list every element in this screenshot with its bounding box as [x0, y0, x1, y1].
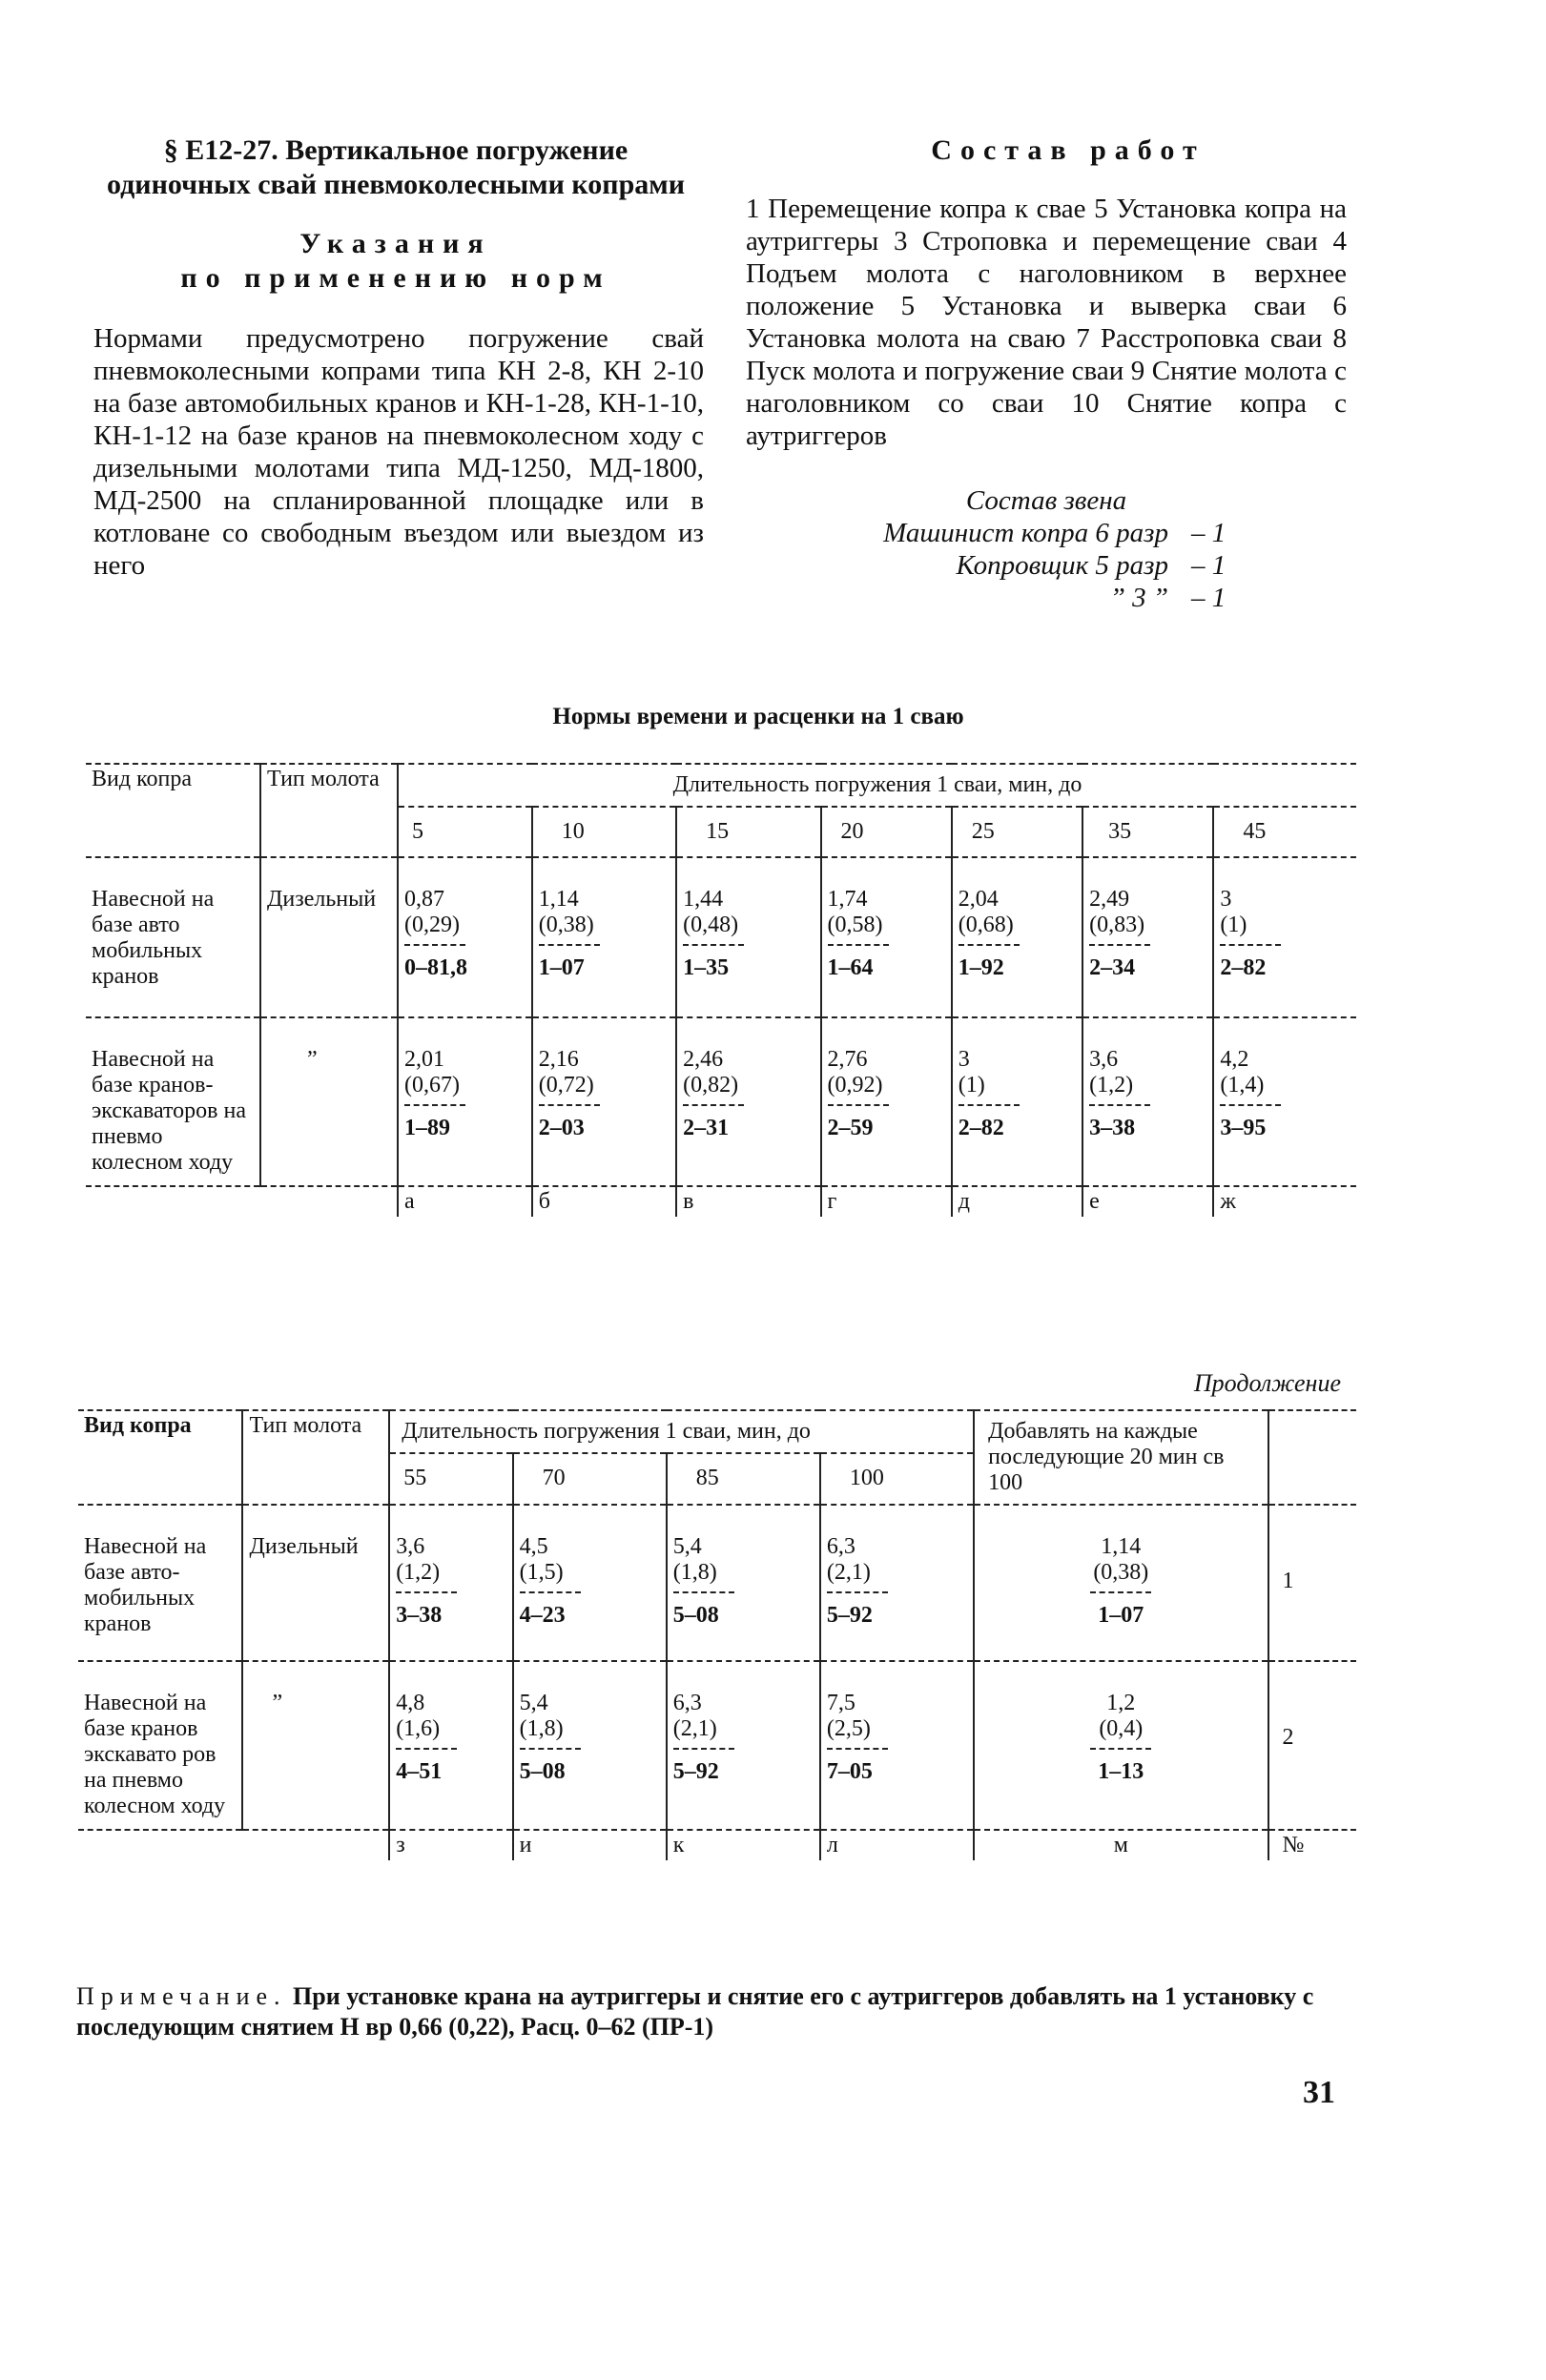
column-letter: в — [676, 1186, 820, 1217]
crew-count: – 1 — [1191, 518, 1226, 548]
dash-divider — [520, 1591, 581, 1593]
col-header-type: Вид копра — [78, 1410, 242, 1505]
value-cell — [398, 1017, 532, 1186]
crew-role: Копровщик 5 разр — [956, 550, 1168, 581]
machine-value: (0,83) — [1089, 913, 1145, 937]
rate-value: 5–92 — [826, 1603, 873, 1628]
duration-header: 15 — [676, 807, 820, 857]
row-type: Навесной на базе авто-мобильных кранов — [84, 1534, 207, 1636]
column-letter: к — [667, 1830, 820, 1860]
duration-header: 45 — [1213, 807, 1356, 857]
row-type: Навесной на базе кранов-экскаваторов на пневмо колесном ходу — [92, 1047, 247, 1175]
dash-divider — [1090, 1748, 1151, 1750]
col-header-hammer: Тип молота — [242, 1410, 389, 1505]
column-letter: л — [820, 1830, 974, 1860]
duration-header: 55 — [389, 1453, 512, 1505]
value-cell — [821, 857, 952, 1017]
value-cell — [1082, 1017, 1213, 1186]
machine-value: (1,2) — [1089, 1073, 1134, 1098]
time-value: 3,6 — [1089, 1047, 1119, 1072]
machine-value: (0,67) — [404, 1073, 460, 1098]
machine-value: (0,82) — [683, 1073, 739, 1098]
column-letter: д — [952, 1186, 1082, 1217]
value-cell — [532, 1017, 676, 1186]
machine-value: (1,8) — [519, 1716, 564, 1741]
machine-value: (1,2) — [396, 1560, 441, 1585]
time-value: 4,5 — [519, 1534, 548, 1559]
rate-value: 5–08 — [519, 1759, 566, 1784]
work-heading: Состав работ — [931, 134, 1206, 166]
crew-row — [746, 517, 1347, 549]
dash-divider — [827, 1591, 888, 1593]
dash-divider — [1089, 944, 1150, 946]
time-value: 3,6 — [396, 1534, 425, 1559]
value-cell — [820, 1505, 974, 1661]
value-cell — [667, 1505, 820, 1661]
time-value: 7,5 — [826, 1691, 855, 1715]
rate-value: 2–59 — [827, 1116, 874, 1140]
value-cell — [1213, 857, 1356, 1017]
dash-divider — [673, 1591, 734, 1593]
dash-divider — [959, 944, 1020, 946]
time-value: 6,3 — [826, 1534, 855, 1559]
dash-divider — [673, 1748, 734, 1750]
machine-value: (1,6) — [396, 1716, 441, 1741]
dash-divider — [396, 1591, 457, 1593]
duration-header: 70 — [513, 1453, 667, 1505]
rate-value: 1–13 — [1098, 1759, 1144, 1784]
dash-divider — [683, 1104, 744, 1106]
section-title-line1: § Е12-27. Вертикальное погружение — [163, 134, 629, 166]
time-value: 2,76 — [827, 1047, 868, 1072]
rate-value: 4–51 — [396, 1759, 443, 1784]
machine-value: (1,5) — [519, 1560, 564, 1585]
dash-divider — [396, 1748, 457, 1750]
rate-value: 5–08 — [672, 1603, 719, 1628]
crew-heading: Состав звена — [965, 485, 1127, 516]
value-cell — [676, 1017, 820, 1186]
value-cell — [952, 1017, 1082, 1186]
machine-value: (0,38) — [1093, 1560, 1149, 1585]
time-value: 6,3 — [672, 1691, 702, 1715]
norms-table-2 — [78, 1409, 1356, 1860]
machine-value: (0,4) — [1099, 1716, 1144, 1741]
time-value: 2,01 — [404, 1047, 444, 1072]
crew-role: ” 3 ” — [1109, 583, 1168, 613]
crew-row — [746, 549, 1347, 582]
value-cell — [389, 1505, 512, 1661]
rate-value: 2–03 — [538, 1116, 585, 1140]
time-value: 1,2 — [1106, 1691, 1136, 1715]
table-row — [78, 1661, 1356, 1830]
dash-divider — [539, 1104, 600, 1106]
time-value: 4,8 — [396, 1691, 425, 1715]
rate-value: 2–82 — [958, 1116, 1004, 1140]
col-header-duration: Длительность погружения 1 сваи, мин, до — [389, 1410, 974, 1453]
rate-value: 1–64 — [827, 955, 874, 980]
column-letter: г — [821, 1186, 952, 1217]
rate-value: 2–82 — [1220, 955, 1267, 980]
rate-value: 1–92 — [958, 955, 1004, 980]
row-hammer: ” — [242, 1661, 389, 1830]
dash-divider — [828, 1104, 889, 1106]
rate-value: 1–07 — [1098, 1603, 1144, 1628]
column-letter: ж — [1213, 1186, 1356, 1217]
dash-divider — [959, 1104, 1020, 1106]
value-cell — [398, 857, 532, 1017]
col-header-type: Вид копра — [86, 764, 260, 857]
table-row — [86, 857, 1356, 1017]
value-cell — [667, 1661, 820, 1830]
value-cell — [821, 1017, 952, 1186]
value-cell — [532, 857, 676, 1017]
row-hammer: Дизельный — [242, 1505, 389, 1661]
time-value: 2,46 — [683, 1047, 724, 1072]
duration-header: 20 — [821, 807, 952, 857]
row-type: Навесной на базе кранов экскавато ров на пневмо колесном ходу — [84, 1691, 226, 1818]
row-number: 1 — [1282, 1569, 1294, 1593]
section-title — [86, 133, 706, 202]
machine-value: (1,8) — [672, 1560, 717, 1585]
machine-value: (2,5) — [826, 1716, 871, 1741]
row-hammer: Дизельный — [260, 857, 398, 1017]
col-header-duration: Длительность погружения 1 сваи, мин, до — [398, 764, 1356, 807]
column-letter-number: № — [1282, 1833, 1305, 1857]
column-letter: а — [398, 1186, 532, 1217]
machine-value: (0,29) — [404, 913, 460, 937]
dash-divider — [828, 944, 889, 946]
time-value: 1,14 — [1101, 1534, 1142, 1559]
section-title-line2: одиночных свай пневмоколесными копрами — [107, 169, 685, 200]
time-value: 3 — [958, 1047, 970, 1072]
time-value: 3 — [1220, 887, 1232, 912]
value-cell — [389, 1661, 512, 1830]
dash-divider — [539, 944, 600, 946]
rate-value: 4–23 — [519, 1603, 566, 1628]
value-cell — [1213, 1017, 1356, 1186]
time-value: 5,4 — [672, 1534, 702, 1559]
rate-value: 3–95 — [1220, 1116, 1267, 1140]
instructions-heading — [86, 227, 706, 296]
time-value: 2,49 — [1089, 887, 1130, 912]
row-number: 2 — [1282, 1725, 1294, 1750]
time-value: 5,4 — [519, 1691, 548, 1715]
value-cell — [513, 1661, 667, 1830]
add-cell — [974, 1661, 1268, 1830]
add-cell — [974, 1505, 1268, 1661]
crew-block — [746, 484, 1347, 614]
machine-value: (0,92) — [827, 1073, 883, 1098]
row-type: Навесной на базе авто мобильных кранов — [92, 887, 215, 989]
column-letter: б — [532, 1186, 676, 1217]
time-value: 1,14 — [538, 887, 579, 912]
rate-value: 0–81,8 — [404, 955, 467, 980]
col-header-hammer: Тип молота — [260, 764, 398, 857]
dash-divider — [1220, 944, 1281, 946]
rate-value: 7–05 — [826, 1759, 873, 1784]
column-letters-row — [86, 1186, 1356, 1217]
rate-value: 3–38 — [1089, 1116, 1136, 1140]
rate-value: 1–07 — [538, 955, 585, 980]
page-number: 31 — [1303, 2075, 1335, 2110]
value-cell — [952, 857, 1082, 1017]
dash-divider — [1220, 1104, 1281, 1106]
dash-divider — [404, 944, 465, 946]
duration-header: 35 — [1082, 807, 1213, 857]
time-value: 4,2 — [1220, 1047, 1249, 1072]
value-cell — [676, 857, 820, 1017]
time-value: 2,04 — [958, 887, 999, 912]
machine-value: (0,48) — [683, 913, 739, 937]
time-value: 1,44 — [683, 887, 724, 912]
dash-divider — [520, 1748, 581, 1750]
time-value: 2,16 — [538, 1047, 579, 1072]
crew-row — [746, 582, 1347, 614]
dash-divider — [683, 944, 744, 946]
value-cell — [1082, 857, 1213, 1017]
footnote — [76, 1981, 1354, 2042]
time-value: 1,74 — [827, 887, 868, 912]
instructions-heading-line1: Указания — [299, 228, 492, 259]
time-value: 0,87 — [404, 887, 444, 912]
column-letter: м — [974, 1830, 1268, 1860]
dash-divider — [1089, 1104, 1150, 1106]
column-letters-row — [78, 1830, 1356, 1860]
row-hammer: ” — [260, 1017, 398, 1186]
table-row — [86, 1017, 1356, 1186]
rate-value: 5–92 — [672, 1759, 719, 1784]
table-caption: Нормы времени и расценки на 1 сваю — [552, 704, 964, 729]
duration-header: 5 — [398, 807, 532, 857]
value-cell — [513, 1505, 667, 1661]
dash-divider — [827, 1748, 888, 1750]
machine-value: (1,4) — [1220, 1073, 1265, 1098]
machine-value: (2,1) — [672, 1716, 717, 1741]
work-body: 1 Перемещение копра к свае 5 Установка копра на аутриггеры 3 Строповка и перемещение сваи 4 Подъем молота с наголовником в верхнее положение 5 Установка и выверка сваи 6 Установка молота на сваю 7 Расстроповка сваи 8 Пуск молота и погружение сваи 9 Снятие молота с наголовником со сваи 10 Снятие копра с аутриггеров — [746, 194, 1347, 451]
duration-header: 85 — [667, 1453, 820, 1505]
column-letter: з — [389, 1830, 512, 1860]
crew-count: – 1 — [1191, 583, 1226, 613]
duration-header: 25 — [952, 807, 1082, 857]
instructions-body: Нормами предусмотрено погружение свай пневмоколесными копрами типа КН 2-8, КН 2-10 на базе автомобильных кранов и КН-1-28, КН-1-10, КН-1-12 на базе кранов на пневмоколесном ходу с дизельными молотами типа МД-1250, МД-1800, МД-2500 на спланированной площадке или в котловане со свободным въездом или выездом из него — [93, 323, 704, 581]
duration-header: 10 — [532, 807, 676, 857]
column-letter: е — [1082, 1186, 1213, 1217]
rate-value: 1–89 — [404, 1116, 450, 1140]
value-cell — [820, 1661, 974, 1830]
dash-divider — [404, 1104, 465, 1106]
machine-value: (1) — [1220, 913, 1247, 937]
footnote-text: При установке крана на аутриггеры и снятие его с аутриггеров добавлять на 1 установку с последующим снятием Н вр 0,66 (0,22), Расц. 0–62 (ПР-1) — [76, 1982, 1314, 2041]
rate-value: 2–31 — [683, 1116, 730, 1140]
instructions-heading-line2: по применению норм — [180, 262, 611, 294]
norms-table-1 — [86, 763, 1356, 1217]
col-header-add: Добавлять на каждые последующие 20 мин св 100 — [974, 1410, 1268, 1505]
machine-value: (0,72) — [538, 1073, 594, 1098]
rate-value: 2–34 — [1089, 955, 1136, 980]
crew-role: Машинист копра 6 разр — [883, 518, 1168, 548]
rate-value: 3–38 — [396, 1603, 443, 1628]
machine-value: (0,68) — [958, 913, 1014, 937]
footnote-lead: Примечание. — [76, 1982, 287, 2010]
duration-header: 100 — [820, 1453, 974, 1505]
dash-divider — [1090, 1591, 1151, 1593]
machine-value: (0,38) — [538, 913, 594, 937]
column-letter: и — [513, 1830, 667, 1860]
machine-value: (1) — [958, 1073, 985, 1098]
rate-value: 1–35 — [683, 955, 730, 980]
table-row — [78, 1505, 1356, 1661]
crew-count: – 1 — [1191, 550, 1226, 581]
machine-value: (0,58) — [827, 913, 883, 937]
continued-label: Продолжение — [1193, 1369, 1341, 1397]
machine-value: (2,1) — [826, 1560, 871, 1585]
